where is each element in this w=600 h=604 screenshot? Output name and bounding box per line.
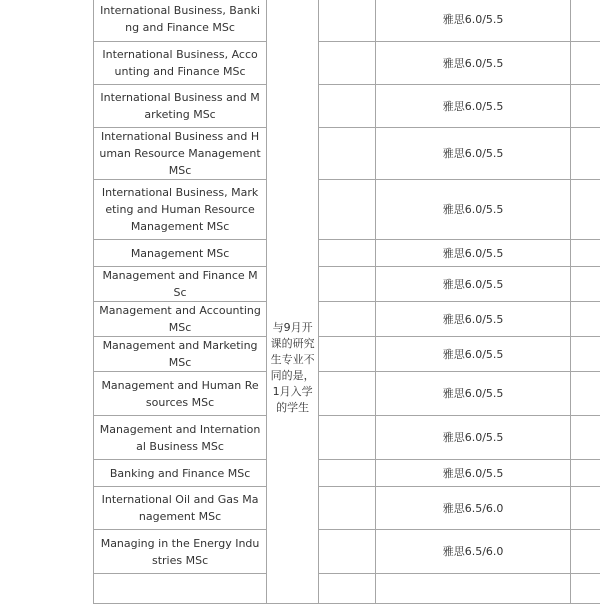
empty-cell bbox=[319, 42, 376, 85]
empty-cell bbox=[319, 267, 376, 302]
programme-cell: International Oil and Gas Management MSc bbox=[94, 487, 267, 530]
programme-cell: International Business and Human Resource Management MSc bbox=[94, 128, 267, 180]
requirement-cell: 雅思6.0/5.5 bbox=[376, 337, 570, 372]
empty-cell bbox=[319, 128, 376, 180]
table-row bbox=[94, 416, 600, 460]
requirement-cell: 雅思6.0/5.5 bbox=[376, 180, 570, 240]
table-row bbox=[94, 85, 600, 128]
requirement-cell: 雅思6.0/5.5 bbox=[376, 42, 570, 85]
requirement-cell: 雅思6.0/5.5 bbox=[376, 85, 570, 128]
empty-cell bbox=[570, 128, 600, 180]
programme-cell: International Business, Marketing and Human Resource Management MSc bbox=[94, 180, 267, 240]
empty-cell bbox=[570, 487, 600, 530]
empty-cell bbox=[570, 302, 600, 337]
table-row bbox=[94, 460, 600, 487]
note-text: 与9月开课的研究生专业不同的是，1月入学的学生 bbox=[270, 320, 315, 416]
table-row bbox=[94, 372, 600, 416]
empty-cell bbox=[570, 85, 600, 128]
requirement-cell: 雅思6.0/5.5 bbox=[376, 416, 570, 460]
requirement-cell: 雅思6.0/5.5 bbox=[376, 128, 570, 180]
requirement-cell: 雅思6.0/5.5 bbox=[376, 372, 570, 416]
empty-cell bbox=[570, 372, 600, 416]
empty-cell bbox=[570, 42, 600, 85]
empty-cell bbox=[570, 180, 600, 240]
programme-cell: International Business, Banking and Finance MSc bbox=[94, 0, 267, 42]
empty-cell bbox=[570, 337, 600, 372]
programme-cell: Management and Accounting MSc bbox=[94, 302, 267, 337]
empty-cell bbox=[319, 460, 376, 487]
programme-cell bbox=[94, 574, 267, 604]
programme-cell: Management MSc bbox=[94, 240, 267, 267]
table-row bbox=[94, 0, 600, 42]
programme-cell: International Business and Marketing MSc bbox=[94, 85, 267, 128]
table-row bbox=[94, 574, 600, 604]
programme-cell: Banking and Finance MSc bbox=[94, 460, 267, 487]
empty-cell bbox=[319, 372, 376, 416]
empty-cell bbox=[570, 267, 600, 302]
table-row bbox=[94, 128, 600, 180]
requirement-cell: 雅思6.0/5.5 bbox=[376, 0, 570, 42]
programme-cell: Management and Human Resources MSc bbox=[94, 372, 267, 416]
empty-cell bbox=[319, 180, 376, 240]
empty-cell bbox=[319, 0, 376, 42]
programme-cell: Management and International Business MSc bbox=[94, 416, 267, 460]
programme-cell: Management and Marketing MSc bbox=[94, 337, 267, 372]
table-row bbox=[94, 302, 600, 337]
table-row bbox=[94, 240, 600, 267]
requirement-cell: 雅思6.0/5.5 bbox=[376, 240, 570, 267]
empty-cell bbox=[570, 530, 600, 574]
empty-cell bbox=[570, 416, 600, 460]
requirement-cell: 雅思6.5/6.0 bbox=[376, 530, 570, 574]
requirement-cell bbox=[376, 574, 570, 604]
requirement-cell: 雅思6.5/6.0 bbox=[376, 487, 570, 530]
empty-cell bbox=[570, 460, 600, 487]
programme-table bbox=[93, 0, 600, 604]
empty-cell bbox=[319, 85, 376, 128]
table-row bbox=[94, 487, 600, 530]
table-row bbox=[94, 180, 600, 240]
programme-cell: International Business, Accounting and Finance MSc bbox=[94, 42, 267, 85]
empty-cell bbox=[570, 574, 600, 604]
empty-cell bbox=[570, 0, 600, 42]
requirement-cell: 雅思6.0/5.5 bbox=[376, 267, 570, 302]
empty-cell bbox=[319, 530, 376, 574]
empty-cell bbox=[319, 574, 376, 604]
requirement-cell: 雅思6.0/5.5 bbox=[376, 302, 570, 337]
requirement-cell: 雅思6.0/5.5 bbox=[376, 460, 570, 487]
programme-cell: Management and Finance MSc bbox=[94, 267, 267, 302]
table-row bbox=[94, 42, 600, 85]
empty-cell bbox=[319, 302, 376, 337]
empty-cell bbox=[319, 416, 376, 460]
table-row bbox=[94, 267, 600, 302]
note-cell bbox=[267, 0, 319, 604]
empty-cell bbox=[570, 240, 600, 267]
programme-cell: Managing in the Energy Industries MSc bbox=[94, 530, 267, 574]
empty-cell bbox=[319, 487, 376, 530]
empty-cell bbox=[319, 240, 376, 267]
table-row bbox=[94, 337, 600, 372]
table-row bbox=[94, 530, 600, 574]
empty-cell bbox=[319, 337, 376, 372]
